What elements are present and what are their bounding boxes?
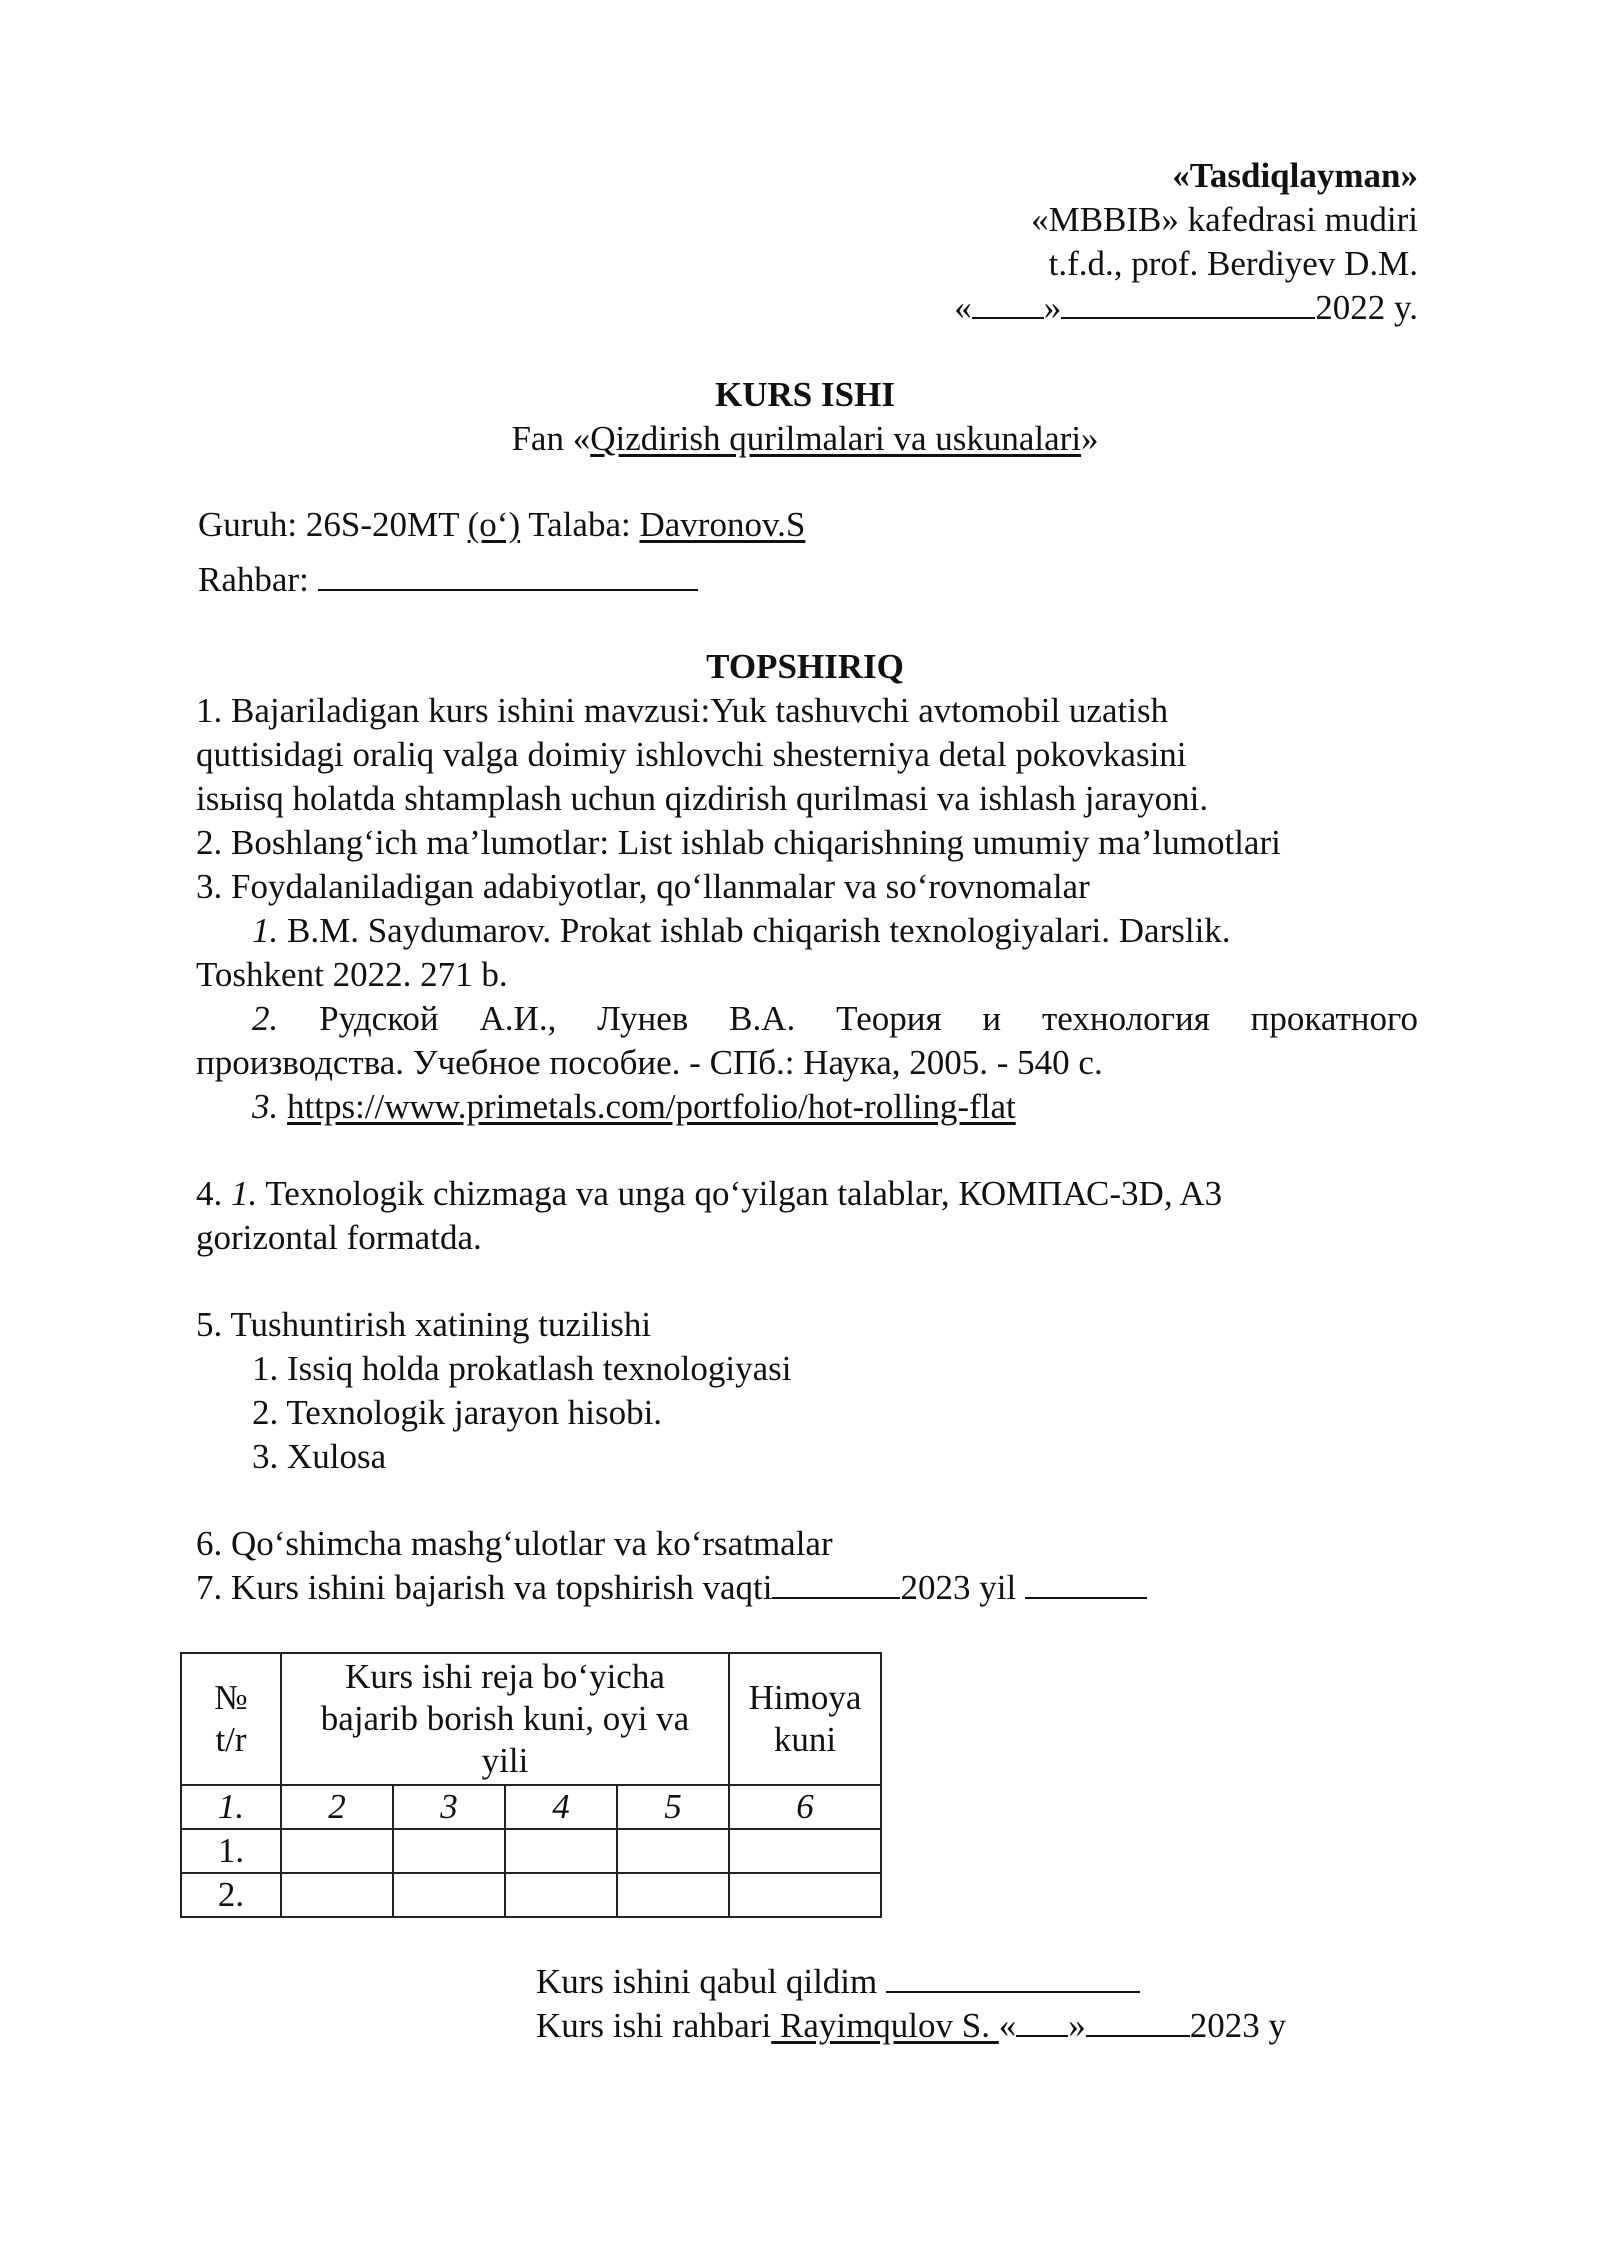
task-item-7-blank-2: [1025, 1567, 1147, 1599]
header-number-line-1: №: [214, 1678, 248, 1717]
reference-1-line-2: Toshkent 2022. 271 b.: [196, 955, 508, 994]
schedule-table: [180, 1652, 882, 1918]
table-cell: 4: [505, 1785, 617, 1829]
table-cell: 1.: [181, 1829, 281, 1873]
task-item-3: 3. Foydalaniladigan adabiyotlar, qo‘llanmalar va so‘rovnomalar: [196, 867, 1090, 906]
table-cell: [393, 1829, 505, 1873]
task-item-1-line-1: 1. Bajariladigan kurs ishini mavzusi:Yuk tashuvchi avtomobil uzatish: [196, 691, 1169, 730]
header-plan-line-1: Kurs ishi reja bo‘yicha: [345, 1657, 665, 1696]
subject-line: [0, 417, 1600, 461]
table-cell: 1.: [181, 1785, 281, 1829]
task-item-4-line-2: gorizontal formatda.: [196, 1218, 482, 1257]
student-label: Talaba:: [520, 505, 640, 544]
reference-1-number: 1.: [252, 911, 279, 950]
supervisor-month-blank: [1086, 2005, 1190, 2037]
approval-month-blank: [1061, 287, 1315, 319]
task-item-4-number: 4.: [196, 1174, 231, 1213]
table-column-index-row: [181, 1785, 881, 1829]
reference-3-link[interactable]: https://www.primetals.com/portfolio/hot-rolling-flat: [287, 1087, 1016, 1126]
table-cell: [505, 1873, 617, 1917]
reference-2-line-2: производства. Учебное пособие. ‑ СПб.: Наука, 2005. ‑ 540 с.: [196, 1043, 1103, 1082]
table-cell: 3: [393, 1785, 505, 1829]
subject-suffix: »: [1081, 419, 1099, 458]
task-item-1-line-2: quttisidagi oraliq valga doimiy ishlovchi shesterniya detal pokovkasini: [196, 735, 1187, 774]
table-row: [181, 1829, 881, 1873]
reference-3-number: 3.: [252, 1087, 279, 1126]
approval-department: «MBBIB» kafedrasi mudiri: [1031, 200, 1418, 239]
supervisor-date-open: «: [998, 2006, 1017, 2045]
approval-date-year: 2022 y.: [1315, 288, 1418, 327]
task-item-4: [196, 1172, 1222, 1216]
approval-date: [954, 286, 1418, 330]
reference-3: [252, 1085, 1016, 1129]
group-code: (o‘): [467, 505, 521, 544]
approval-day-blank: [972, 287, 1044, 319]
header-plan-line-3: yili: [481, 1741, 529, 1780]
supervisor-year: 2023 y: [1189, 2006, 1287, 2045]
leader-blank: [318, 559, 698, 591]
group-label: Guruh: 26S-20MT: [198, 505, 468, 544]
leader-label: Rahbar:: [198, 560, 318, 599]
subject-name: Qizdirish qurilmalari va uskunalari: [590, 419, 1082, 458]
supervisor-date-mid: »: [1068, 2006, 1086, 2045]
task-item-2: 2. Boshlang‘ich ma’lumotlar: List ishlab chiqarishning umumiy ma’lumotlari: [196, 823, 1281, 862]
supervisor-line: [536, 2004, 1286, 2048]
task-item-1-line-3: isыisq holatda shtamplash uchun qizdirish qurilmasi va ishlash jarayoni.: [196, 779, 1209, 818]
reference-2-number: 2.: [252, 999, 279, 1038]
subject-prefix: Fan «: [511, 419, 591, 458]
header-number-line-2: t/r: [215, 1720, 247, 1759]
supervisor-name: Rayimqulov S.: [771, 2006, 999, 2045]
group-student-line: [198, 503, 805, 547]
task-item-5-sub-2: 2. Texnologik jarayon hisobi.: [252, 1393, 663, 1432]
table-cell: 2.: [181, 1873, 281, 1917]
table-cell: [617, 1829, 729, 1873]
supervisor-label: Kurs ishi rahbari: [536, 2006, 772, 2045]
document-title: KURS ISHI: [715, 375, 895, 414]
header-plan: [281, 1653, 729, 1785]
table-cell: [281, 1873, 393, 1917]
table-cell: [729, 1829, 881, 1873]
approval-date-open: «: [954, 288, 972, 327]
task-item-7-blank-1: [772, 1567, 900, 1599]
table-cell: [729, 1873, 881, 1917]
header-plan-line-2: bajarib borish kuni, oyi va: [320, 1699, 690, 1738]
header-defense: [729, 1653, 881, 1785]
header-defense-line-2: kuni: [773, 1720, 837, 1759]
task-item-5-sub-3: 3. Xulosa: [252, 1437, 387, 1476]
task-item-5: 5. Tushuntirish xatining tuzilishi: [196, 1305, 652, 1344]
header-number: [181, 1653, 281, 1785]
approval-date-mid: »: [1043, 288, 1062, 327]
task-item-7-text: 7. Kurs ishini bajarish va topshirish vaqti: [196, 1568, 773, 1607]
approval-person: t.f.d., prof. Berdiyev D.M.: [1048, 244, 1418, 283]
table-cell: [617, 1873, 729, 1917]
table-cell: [505, 1829, 617, 1873]
task-item-7: [196, 1566, 1147, 1610]
leader-line: [198, 558, 698, 602]
task-item-7-year: 2023 yil: [900, 1568, 1025, 1607]
reference-2-text: Рудской А.И., Лунев В.А. Теория и технология прокатного: [278, 999, 1418, 1038]
table-row: [181, 1873, 881, 1917]
table-cell: [281, 1829, 393, 1873]
task-title: TOPSHIRIQ: [706, 647, 904, 686]
reference-2: [252, 997, 1418, 1041]
task-item-4-text: Texnologik chizmaga va unga qo‘yilgan talablar, КОМПАС-3D, A3: [257, 1174, 1223, 1213]
table-cell: 2: [281, 1785, 393, 1829]
table-cell: 6: [729, 1785, 881, 1829]
accepted-line: [536, 1960, 1140, 2004]
accepted-label: Kurs ishini qabul qildim: [536, 1962, 886, 2001]
header-defense-line-1: Himoya: [748, 1678, 862, 1717]
reference-1-text: B.M. Saydumarov. Prokat ishlab chiqarish texnologiyalari. Darslik.: [278, 911, 1231, 950]
table-cell: 5: [617, 1785, 729, 1829]
reference-1: [252, 909, 1231, 953]
supervisor-day-blank: [1016, 2005, 1068, 2037]
approval-title: «Tasdiqlayman»: [1172, 156, 1418, 195]
student-name: Davronov.S: [639, 505, 806, 544]
table-cell: [393, 1873, 505, 1917]
task-item-5-sub-1: 1. Issiq holda prokatlash texnologiyasi: [252, 1349, 792, 1388]
task-item-6: 6. Qo‘shimcha mashg‘ulotlar va ko‘rsatmalar: [196, 1524, 833, 1563]
accepted-signature-blank: [886, 1961, 1140, 1993]
table-header-row: [181, 1653, 881, 1785]
task-item-4-sub: 1.: [231, 1174, 258, 1213]
